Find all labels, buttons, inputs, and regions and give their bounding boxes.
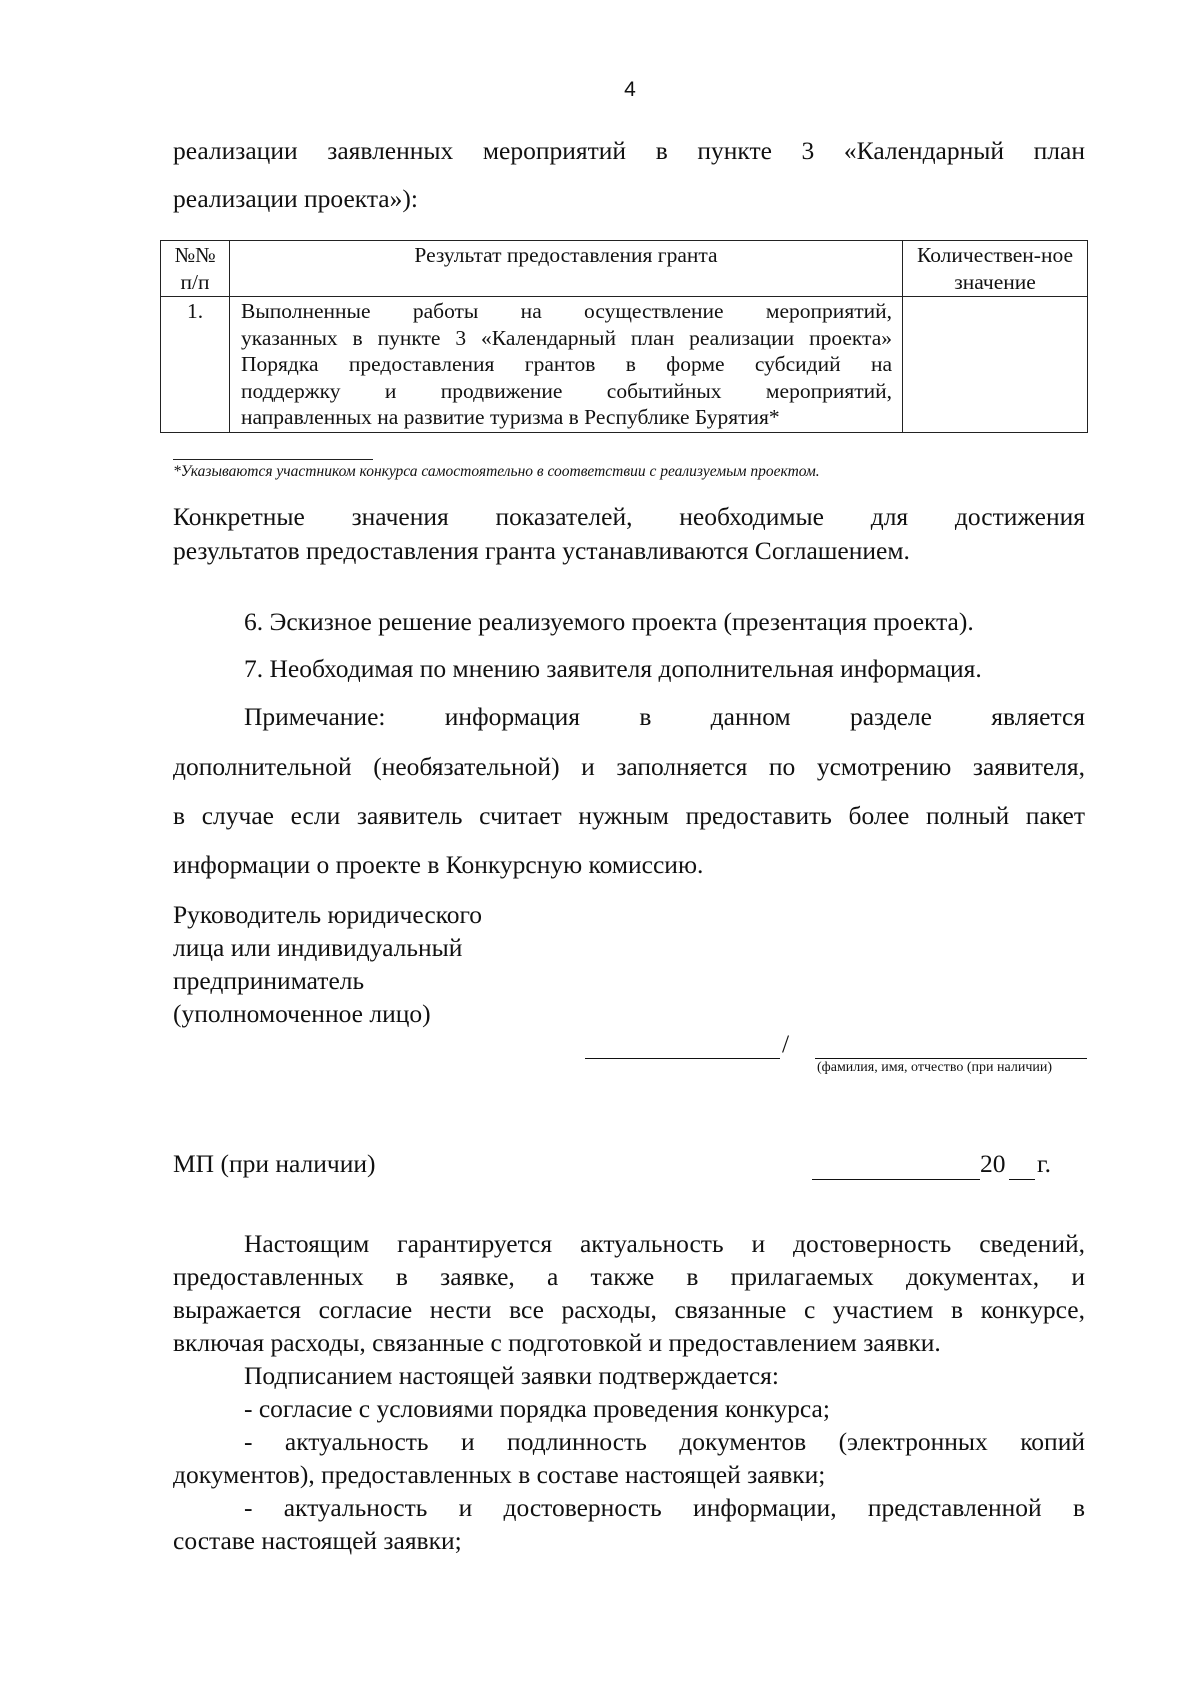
indicators-line-2: результатов предоставления гранта устанавливаются Соглашением. bbox=[173, 536, 910, 565]
row-result-line: направленных на развитие туризма в Республике Бурятия* bbox=[241, 405, 780, 429]
item-6: 6. Эскизное решение реализуемого проекта (презентация проекта). bbox=[244, 607, 974, 636]
guarantee-line-1: Настоящим гарантируется актуальность и достоверность сведений, bbox=[244, 1229, 1085, 1258]
signer-role-line: (уполномоченное лицо) bbox=[173, 999, 431, 1028]
signer-role-line: Руководитель юридического bbox=[173, 900, 483, 929]
header-quantity: Количествен-ное значение bbox=[903, 241, 1088, 297]
table-header-row bbox=[161, 241, 1088, 297]
guarantee-line-3: выражается согласие нести все расходы, связанные с участием в конкурсе, bbox=[173, 1295, 1085, 1324]
results-table bbox=[160, 240, 1088, 433]
note-line-2: дополнительной (необязательной) и заполняется по усмотрению заявителя, bbox=[173, 752, 1085, 781]
note-line-1: Примечание: информация в данном разделе является bbox=[244, 702, 1085, 731]
row-result-line: Выполненные работы на осуществление мероприятий, bbox=[241, 299, 892, 323]
row-result-line: указанных в пункте 3 «Календарный план реализации проекта» bbox=[241, 325, 892, 350]
year-suffix: г. bbox=[1037, 1149, 1051, 1178]
signature-line bbox=[585, 1058, 780, 1059]
header-result: Результат предоставления гранта bbox=[230, 241, 903, 297]
footnote: *Указываются участником конкурса самостоятельно в соответствии с реализуемым проектом. bbox=[173, 463, 820, 480]
row-result-line: Порядка предоставления грантов в форме субсидий на bbox=[241, 352, 892, 376]
note-line-3: в случае если заявитель считает нужным предоставить более полный пакет bbox=[173, 801, 1085, 830]
page-number: 4 bbox=[624, 78, 636, 101]
year-prefix: 20 bbox=[980, 1149, 1006, 1178]
footnote-rule bbox=[173, 459, 373, 460]
row-num: 1. bbox=[161, 297, 230, 433]
signature-slash: / bbox=[782, 1029, 790, 1058]
item-7: 7. Необходимая по мнению заявителя дополнительная информация. bbox=[244, 654, 982, 683]
row-quantity bbox=[903, 297, 1088, 433]
intro-line-1: реализации заявленных мероприятий в пункте 3 «Календарный план bbox=[173, 136, 1085, 165]
header-num: №№ п/п bbox=[161, 241, 230, 297]
date-line bbox=[812, 1179, 980, 1180]
year-line bbox=[1009, 1179, 1035, 1180]
guarantee-line-2: предоставленных в заявке, а также в прилагаемых документах, и bbox=[173, 1262, 1085, 1291]
confirm-bullet-3-line-1: - актуальность и достоверность информации, представленной в bbox=[244, 1493, 1085, 1522]
confirm-bullet-3-line-2: составе настоящей заявки; bbox=[173, 1526, 462, 1555]
row-result-line: поддержку и продвижение событийных мероприятий, bbox=[241, 378, 892, 403]
confirm-bullet-2-line-1: - актуальность и подлинность документов (электронных копий bbox=[244, 1427, 1085, 1456]
confirm-bullet-2-line-2: документов), предоставленных в составе настоящей заявки; bbox=[173, 1460, 826, 1489]
intro-line-2: реализации проекта»): bbox=[173, 184, 418, 213]
stamp-label: МП (при наличии) bbox=[173, 1149, 376, 1178]
name-line bbox=[815, 1058, 1087, 1059]
signer-role-line: лица или индивидуальный bbox=[173, 933, 463, 962]
indicators-line-1: Конкретные значения показателей, необходимые для достижения bbox=[173, 502, 1085, 531]
guarantee-line-4: включая расходы, связанные с подготовкой и предоставлением заявки. bbox=[173, 1328, 941, 1357]
note-line-4: информации о проекте в Конкурсную комиссию. bbox=[173, 850, 704, 879]
signer-role-line: предприниматель bbox=[173, 966, 365, 995]
confirm-intro: Подписанием настоящей заявки подтверждается: bbox=[244, 1361, 779, 1390]
name-caption: (фамилия, имя, отчество (при наличии) bbox=[817, 1060, 1053, 1075]
table-row bbox=[161, 297, 1088, 433]
confirm-bullet-1: - согласие с условиями порядка проведения конкурса; bbox=[244, 1394, 830, 1423]
row-result bbox=[230, 297, 903, 433]
